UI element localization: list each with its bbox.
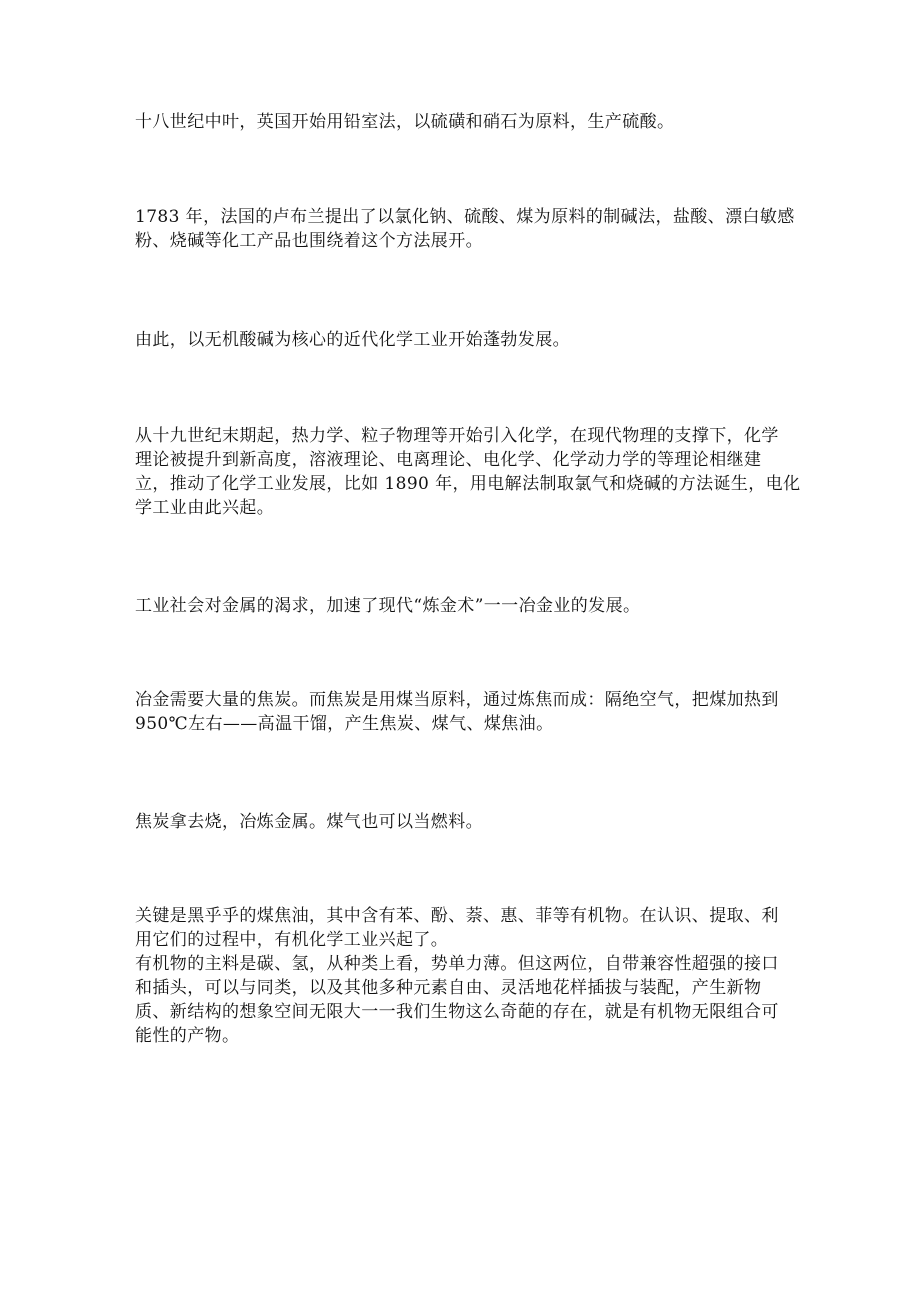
- paragraph-physical-chemistry: [135, 424, 801, 520]
- text-line: 理论被提升到新高度，溶液理论、电离理论、电化学、化学动力学的等理论相继建: [135, 450, 762, 470]
- text-line: 工业社会对金属的渴求，加速了现代“炼金术”一一冶金业的发展。: [135, 596, 641, 616]
- paragraph-organic-chemistry: [135, 904, 783, 1048]
- text-line: 冶金需要大量的焦炭。而焦炭是用煤当原料，通过炼焦而成：隔绝空气，把煤加热到: [135, 690, 779, 710]
- text-line: 粉、烧碱等化工产品也围绕着这个方法展开。: [135, 231, 483, 251]
- paragraph-metallurgy: [135, 594, 783, 618]
- text-line: 十八世纪中叶，英国开始用铅室法，以硫磺和硝石为原料，生产硫酸。: [135, 112, 675, 132]
- paragraph-coking: [135, 688, 783, 736]
- paragraph-coke-usage: [135, 810, 783, 834]
- text-line: 用它们的过程中，有机化学工业兴起了。: [135, 930, 449, 950]
- paragraph-leblanc-process: [135, 205, 795, 253]
- text-line: 立，推动了化学工业发展，比如 1890 年，用电解法制取氯气和烧碱的方法诞生，电化: [135, 474, 801, 494]
- text-line: 由此，以无机酸碱为核心的近代化学工业开始蓬勃发展。: [135, 330, 570, 350]
- text-line: 关键是黑乎乎的煤焦油，其中含有苯、酚、萘、惠、菲等有机物。在认识、提取、利: [135, 906, 779, 926]
- text-line: 950℃左右——高温干馏，产生焦炭、煤气、煤焦油。: [135, 714, 554, 734]
- text-line: 从十九世纪末期起，热力学、粒子物理等开始引入化学，在现代物理的支撑下，化学: [135, 426, 779, 446]
- text-line: 质、新结构的想象空间无限大一一我们生物这么奇葩的存在，就是有机物无限组合可: [135, 1002, 779, 1022]
- text-line: 有机物的主料是碳、氢，从种类上看，势单力薄。但这两位，自带兼容性超强的接口: [135, 954, 779, 974]
- paragraph-inorganic-industry: [135, 328, 783, 352]
- text-line: 和插头，可以与同类，以及其他多种元素自由、灵活地花样插拔与装配，产生新物: [135, 978, 762, 998]
- text-line: 学工业由此兴起。: [135, 498, 275, 518]
- paragraph-sulfuric-acid: [135, 110, 783, 134]
- text-line: 焦炭拿去烧，冶炼金属。煤气也可以当燃料。: [135, 812, 483, 832]
- text-line: 能性的产物。: [135, 1026, 240, 1046]
- text-line: 1783 年，法国的卢布兰提出了以氯化钠、硫酸、煤为原料的制碱法，盐酸、漂白敏感: [135, 207, 795, 227]
